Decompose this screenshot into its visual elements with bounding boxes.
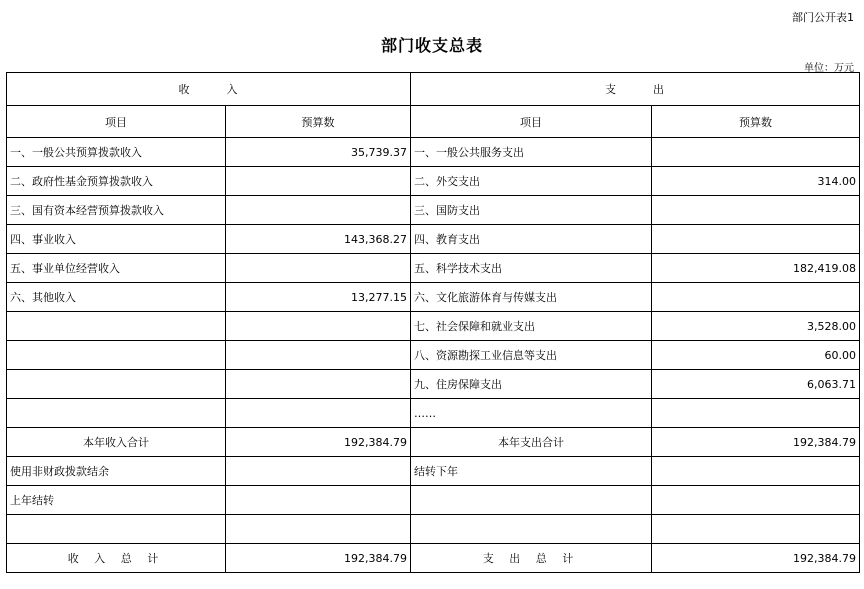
expense-item: 八、资源勘探工业信息等支出 bbox=[411, 341, 652, 370]
income-amount bbox=[226, 486, 411, 515]
expense-item: 七、社会保障和就业支出 bbox=[411, 312, 652, 341]
income-section-header: 收 入 bbox=[7, 73, 411, 106]
budget-summary-table bbox=[6, 72, 860, 573]
table-row bbox=[7, 312, 860, 341]
income-amount bbox=[226, 196, 411, 225]
table-row bbox=[7, 399, 860, 428]
expense-subtotal-label: 本年支出合计 bbox=[411, 428, 652, 457]
income-subtotal-amount: 192,384.79 bbox=[226, 428, 411, 457]
expense-total-label: 支 出 总 计 bbox=[411, 544, 652, 573]
expense-amount bbox=[652, 399, 860, 428]
form-number: 部门公开表1 bbox=[792, 11, 854, 24]
expense-item: 一、一般公共服务支出 bbox=[411, 138, 652, 167]
income-subtotal-label: 本年收入合计 bbox=[7, 428, 226, 457]
expense-amount: 6,063.71 bbox=[652, 370, 860, 399]
expense-item: 三、国防支出 bbox=[411, 196, 652, 225]
table-row bbox=[7, 341, 860, 370]
table-row bbox=[7, 167, 860, 196]
expense-item: …… bbox=[411, 399, 652, 428]
income-item: 三、国有资本经营预算拨款收入 bbox=[7, 196, 226, 225]
expense-budget-header: 预算数 bbox=[652, 106, 860, 138]
table-row bbox=[7, 254, 860, 283]
income-item bbox=[7, 370, 226, 399]
income-total-label: 收 入 总 计 bbox=[7, 544, 226, 573]
expense-amount: 3,528.00 bbox=[652, 312, 860, 341]
expense-item: 五、科学技术支出 bbox=[411, 254, 652, 283]
table-row bbox=[7, 283, 860, 312]
expense-item bbox=[411, 486, 652, 515]
income-amount bbox=[226, 167, 411, 196]
expense-amount bbox=[652, 225, 860, 254]
expense-amount bbox=[652, 138, 860, 167]
expense-item bbox=[411, 515, 652, 544]
income-amount bbox=[226, 312, 411, 341]
expense-amount: 182,419.08 bbox=[652, 254, 860, 283]
total-row bbox=[7, 544, 860, 573]
expense-item: 九、住房保障支出 bbox=[411, 370, 652, 399]
expense-item: 四、教育支出 bbox=[411, 225, 652, 254]
table-row bbox=[7, 196, 860, 225]
income-item bbox=[7, 341, 226, 370]
income-amount: 35,739.37 bbox=[226, 138, 411, 167]
income-item bbox=[7, 312, 226, 341]
expense-amount bbox=[652, 486, 860, 515]
expense-item: 结转下年 bbox=[411, 457, 652, 486]
income-item: 一、一般公共预算拨款收入 bbox=[7, 138, 226, 167]
expense-section-header: 支 出 bbox=[411, 73, 860, 106]
table-row bbox=[7, 457, 860, 486]
expense-item: 六、文化旅游体育与传媒支出 bbox=[411, 283, 652, 312]
expense-amount: 314.00 bbox=[652, 167, 860, 196]
table-row bbox=[7, 138, 860, 167]
expense-subtotal-amount: 192,384.79 bbox=[652, 428, 860, 457]
expense-item: 二、外交支出 bbox=[411, 167, 652, 196]
table-row bbox=[7, 370, 860, 399]
expense-amount bbox=[652, 457, 860, 486]
income-item: 四、事业收入 bbox=[7, 225, 226, 254]
section-header-row bbox=[7, 73, 860, 106]
income-amount bbox=[226, 515, 411, 544]
table-row bbox=[7, 225, 860, 254]
income-amount: 143,368.27 bbox=[226, 225, 411, 254]
income-amount: 13,277.15 bbox=[226, 283, 411, 312]
income-amount bbox=[226, 370, 411, 399]
income-item: 六、其他收入 bbox=[7, 283, 226, 312]
income-total-amount: 192,384.79 bbox=[226, 544, 411, 573]
expense-total-amount: 192,384.79 bbox=[652, 544, 860, 573]
income-amount bbox=[226, 254, 411, 283]
table-row bbox=[7, 486, 860, 515]
income-item bbox=[7, 515, 226, 544]
expense-item-header: 项目 bbox=[411, 106, 652, 138]
column-header-row bbox=[7, 106, 860, 138]
income-item bbox=[7, 399, 226, 428]
income-item: 二、政府性基金预算拨款收入 bbox=[7, 167, 226, 196]
income-amount bbox=[226, 399, 411, 428]
income-amount bbox=[226, 341, 411, 370]
expense-amount bbox=[652, 515, 860, 544]
expense-amount bbox=[652, 283, 860, 312]
table-row bbox=[7, 515, 860, 544]
expense-amount: 60.00 bbox=[652, 341, 860, 370]
page-title: 部门收支总表 bbox=[380, 36, 483, 55]
income-item-header: 项目 bbox=[7, 106, 226, 138]
income-item: 五、事业单位经营收入 bbox=[7, 254, 226, 283]
income-budget-header: 预算数 bbox=[226, 106, 411, 138]
income-amount bbox=[226, 457, 411, 486]
expense-amount bbox=[652, 196, 860, 225]
income-item: 使用非财政拨款结余 bbox=[7, 457, 226, 486]
income-item: 上年结转 bbox=[7, 486, 226, 515]
unit-label: 单位：万元 bbox=[804, 63, 854, 74]
subtotal-row bbox=[7, 428, 860, 457]
